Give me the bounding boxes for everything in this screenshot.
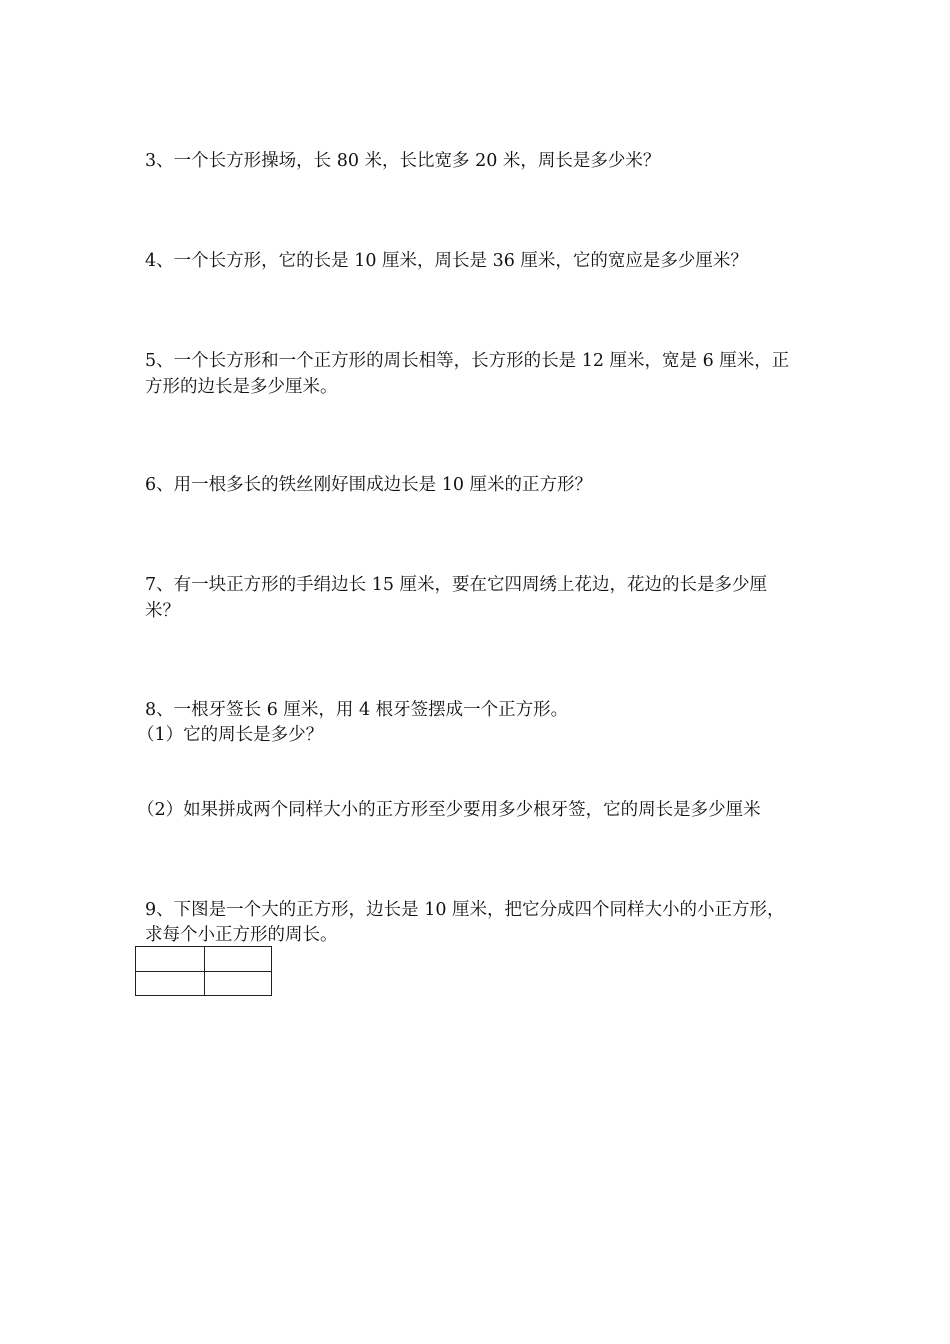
- question-7-line-2: 米？: [145, 601, 180, 621]
- question-6: 6、用一根多长的铁丝刚好围成边长是 10 厘米的正方形？: [145, 475, 593, 495]
- question-8: 8、一根牙签长 6 厘米，用 4 根牙签摆成一个正方形。: [145, 700, 569, 720]
- question-9-line-2: 求每个小正方形的周长。: [145, 925, 338, 945]
- square-horizontal-divider: [136, 971, 271, 972]
- question-8-part-2: （2）如果拼成两个同样大小的正方形至少要用多少根牙签，它的周长是多少厘米: [137, 800, 761, 820]
- question-9-line-1: 9、下图是一个大的正方形，边长是 10 厘米，把它分成四个同样大小的小正方形，: [145, 900, 785, 920]
- question-5-line-1: 5、一个长方形和一个正方形的周长相等，长方形的长是 12 厘米，宽是 6 厘米，正: [145, 351, 790, 371]
- question-8-part-1: （1）它的周长是多少？: [137, 725, 324, 745]
- question-7-line-1: 7、有一块正方形的手绢边长 15 厘米，要在它四周绣上花边，花边的长是多少厘: [145, 575, 768, 595]
- question-4: 4、一个长方形，它的长是 10 厘米，周长是 36 厘米，它的宽应是多少厘米？: [145, 251, 748, 271]
- question-5-line-2: 方形的边长是多少厘米。: [145, 377, 338, 397]
- question-3: 3、一个长方形操场，长 80 米，长比宽多 20 米，周长是多少米？: [145, 151, 661, 171]
- square-diagram: [135, 946, 272, 996]
